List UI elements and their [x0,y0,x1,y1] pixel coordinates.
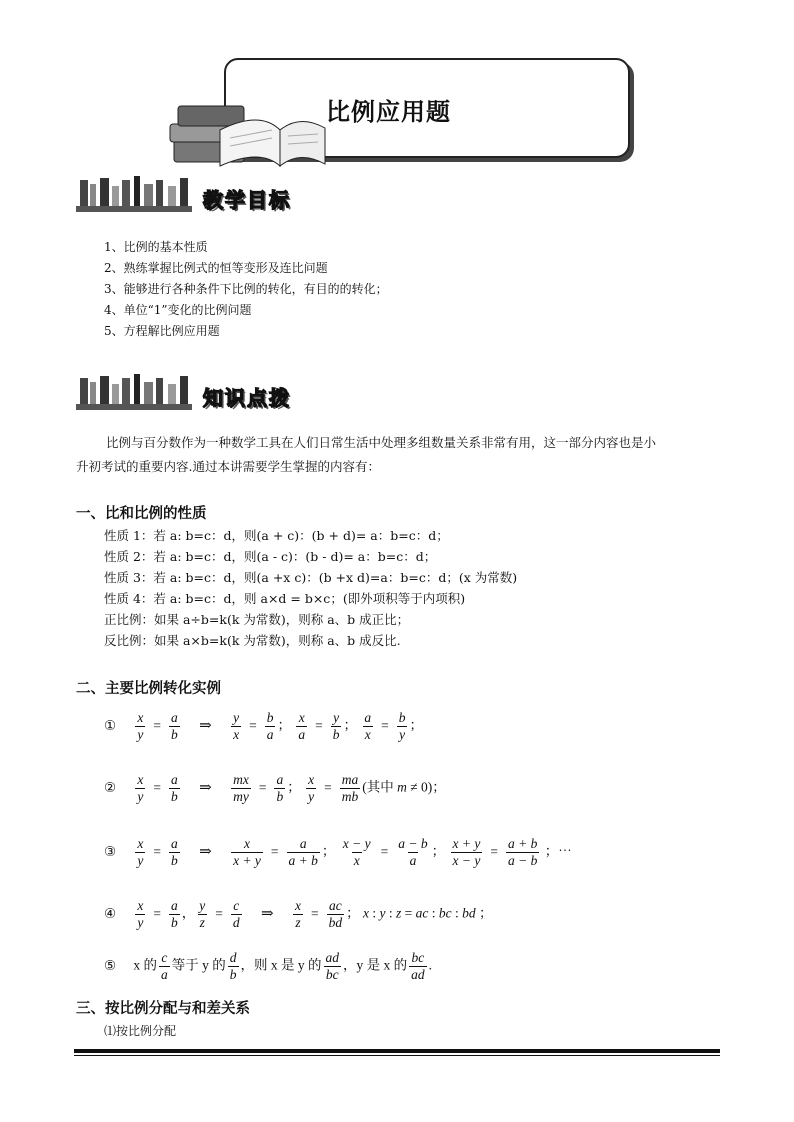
property-line: 性质 3：若 a: b=c：d，则(a +x c)：(b +x d)=a：b=c：d；(x 为常数) [104,570,518,585]
property-line: 性质 2：若 a: b=c：d，则(a - c)：(b - d)= a：b=c：d； [104,549,437,564]
footer-rule [74,1049,720,1053]
section-heading-goals: 教学目标 [203,188,291,212]
example-2-note-prefix: (其中 [362,779,394,795]
example-marker: ③ [104,843,117,859]
goal-item: 5、方程解比例应用题 [104,324,220,338]
part2-heading: 二、主要比例转化实例 [76,681,221,697]
intro-line-1: 比例与百分数作为一种数学工具在人们日常生活中处理多组数量关系非常有用，这一部分内容也是小 [106,435,657,450]
section-heading-tips: 知识点拨 [203,386,291,410]
property-line: 反比例：如果 a×b=k(k 为常数)，则称 a、b 成反比. [104,633,401,648]
example-5: ⑤ x 的 $\frac{c}{a}$ 等于 y 的 $\frac{d}{b}$ ，则 x 是 y 的 $\frac{ad}{bc}$ ，y 是 x 的 $\frac{bc}{ad}$ . [104,950,432,982]
example-marker: ④ [104,905,117,921]
page-title: 比例应用题 [326,98,451,126]
example-5-text: . [428,957,432,973]
example-2: ② $\frac{x}{y}$ = $\frac{a}{b}$ ⇒ $\frac{mx}{my}$ = $\frac{a}{b}$ ； $\frac{x}{y}$ = $\frac{ma}{mb}$ (其中 m ≠ 0)； [104,772,446,804]
books-illustration [160,100,330,170]
property-line: 正比例：如果 a÷b=k(k 为常数)，则称 a、b 成正比； [104,612,410,627]
property-line: 性质 4：若 a: b=c：d，则 a×d = b×c；(即外项积等于内项积) [104,591,466,606]
goal-item: 3、能够进行各种条件下比例的转化，有目的的转化； [104,282,388,296]
example-marker: ② [104,779,117,795]
example-1: ① $\frac{x}{y}$ = $\frac{a}{b}$ ⇒ $\frac{y}{x}$ = $\frac{b}{a}$ ； $\frac{x}{a}$ = $\frac{y}{b}$ ； $\frac{a}{x}$ = $\frac{b}{y}$ ； [104,710,423,742]
bookshelf-icon [76,372,196,412]
example-2-note-suffix: )； [427,779,446,795]
part1-heading: 一、比和比例的性质 [76,506,207,522]
property-line: 性质 1：若 a: b=c：d，则(a + c)：(b + d)= a：b=c：d； [104,528,449,543]
example-marker: ⑤ [104,957,117,973]
part3-heading: 三、按比例分配与和差关系 [76,1001,250,1017]
goal-item: 4、单位“1”变化的比例问题 [104,303,252,317]
footer-rule-thin [74,1055,720,1056]
example-marker: ① [104,717,117,733]
bookshelf-icon [76,174,196,214]
part3-subheading: ⑴按比例分配 [104,1024,177,1038]
goal-item: 1、比例的基本性质 [104,240,208,254]
example-4: ④ $\frac{x}{y}$ = $\frac{a}{b}$ ， $\frac{y}{z}$ = $\frac{c}{d}$ ⇒ $\frac{x}{z}$ = $\frac{ac}{bd}$ ； x : y : z = ac : bc : bd ； [104,898,493,930]
intro-line-2: 升初考试的重要内容.通过本讲需要学生掌握的内容有： [76,459,380,474]
example-3: ③ $\frac{x}{y}$ = $\frac{a}{b}$ ⇒ $\frac{x}{x + y}$ = $\frac{a}{a + b}$ ； $\frac{x - y}{x}$ = $\frac{a - b}{a}$ ； $\frac{x + y}{x - y}$ = $\frac{a + b}{a - b}$ ；⋯ [104,836,572,868]
example-5-text: x 的 [133,957,157,973]
example-5-text: 等于 y 的 [171,957,226,973]
example-5-text: ，则 x 是 y 的 [240,957,322,973]
example-5-text: ，y 是 x 的 [343,957,408,973]
goal-item: 2、熟练掌握比例式的恒等变形及连比问题 [104,261,328,275]
